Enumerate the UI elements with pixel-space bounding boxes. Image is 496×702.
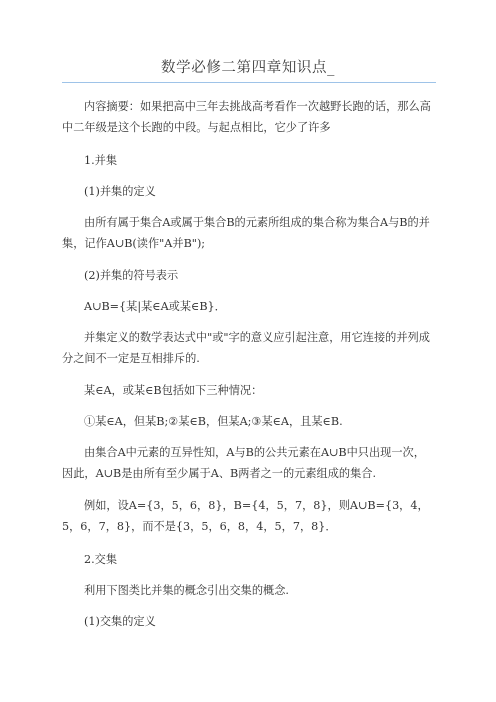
three-cases-list: ①某∈A，但某B;②某∈B，但某A;③某∈A，且某∈B. bbox=[84, 415, 343, 428]
intersection-intro: 利用下图类比并集的概念引出交集的概念. bbox=[84, 584, 289, 597]
subheading-union-definition: (1)并集的定义 bbox=[84, 185, 156, 198]
section-heading-union: 1.并集 bbox=[84, 154, 118, 167]
title-underline bbox=[62, 82, 436, 83]
union-definition-paragraph: 由所有属于集合A或属于集合B的元素所组成的集合称为集合A与B的并集，记作A∪B(读作"A并B"); bbox=[62, 216, 430, 250]
union-notation-formula: A∪B={某|某∈A或某∈B}． bbox=[84, 300, 226, 313]
example-paragraph: 例如，设A={3，5，6，8}，B={4，5，7，8}，则A∪B={3，4，5，6，7，8}，而不是{3，5，6，8，4，5，7，8}． bbox=[62, 499, 429, 533]
distinctness-paragraph: 由集合A中元素的互异性知，A与B的公共元素在A∪B中只出现一次，因此，A∪B是由所有至少属于A、B两者之一的元素组成的集合. bbox=[62, 446, 425, 480]
subheading-intersection-definition: (1)交集的定义 bbox=[84, 615, 156, 628]
summary-paragraph: 内容摘要：如果把高中三年去挑战高考看作一次越野长跑的话，那么高中二年级是这个长跑的中段。与起点相比，它少了许多 bbox=[62, 100, 431, 134]
or-meaning-paragraph: 并集定义的数学表达式中"或"字的意义应引起注意，用它连接的并列成分之间不一定是互相排斥的. bbox=[62, 331, 430, 365]
three-cases-intro: 某∈A，或某∈B包括如下三种情况： bbox=[84, 384, 263, 397]
section-heading-intersection: 2.交集 bbox=[84, 553, 118, 566]
page-title: 数学必修二第四章知识点_ bbox=[161, 60, 335, 76]
title-container bbox=[0, 56, 496, 82]
subheading-union-notation: (2)并集的符号表示 bbox=[84, 269, 179, 282]
